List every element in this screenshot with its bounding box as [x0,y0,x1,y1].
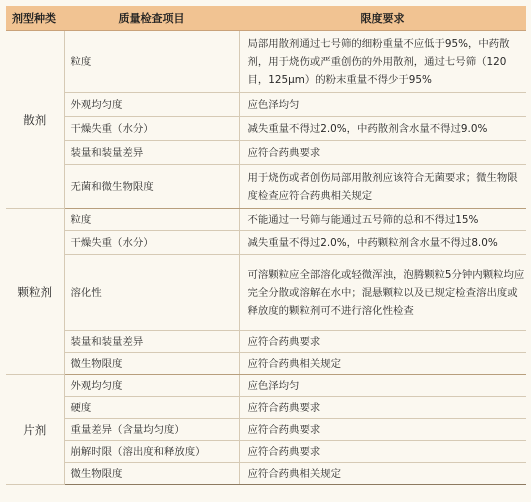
limit-cell: 不能通过一号筛与能通过五号筛的总和不得过15% [239,209,526,231]
item-cell: 干燥失重（水分） [64,117,239,141]
limit-cell: 局部用散剂通过七号筛的细粉重量不应低于95%，中药散剂，用于烧伤或严重创伤的外用散剂，通过七号筛（120目，125μm）的粉末重量不得少于95% [239,31,526,93]
limit-cell: 应符合药典相关规定 [239,353,526,375]
category-cell: 散剂 [6,31,64,209]
limit-cell: 减失重量不得过2.0%，中药颗粒剂含水量不得过8.0% [239,231,526,255]
table-header-row [6,6,526,31]
limit-cell: 应符合药典要求 [239,441,526,463]
header-dosage-form: 剂型种类 [6,6,64,31]
item-cell: 重量差异（含量均匀度） [64,419,239,441]
table-row [6,397,526,419]
category-cell: 颗粒剂 [6,209,64,375]
item-cell: 硬度 [64,397,239,419]
item-cell: 粒度 [64,209,239,231]
item-cell: 外观均匀度 [64,375,239,397]
limit-cell: 可溶颗粒应全部溶化或轻微浑浊，泡腾颗粒5分钟内颗粒均应完全分散或溶解在水中；混悬颗粒以及已规定检查溶出度或释放度的颗粒剂可不进行溶化性检查 [239,255,526,331]
category-cell: 片剂 [6,375,64,485]
item-cell: 装量和装量差异 [64,141,239,165]
table-row [6,375,526,397]
quality-spec-table [6,6,526,485]
limit-cell: 应符合药典要求 [239,397,526,419]
item-cell: 干燥失重（水分） [64,231,239,255]
limit-cell: 减失重量不得过2.0%，中药散剂含水量不得过9.0% [239,117,526,141]
item-cell: 溶化性 [64,255,239,331]
table-row [6,31,526,93]
table-row [6,165,526,209]
limit-cell: 用于烧伤或者创伤局部用散剂应该符合无菌要求；微生物限度检查应符合药典相关规定 [239,165,526,209]
item-cell: 微生物限度 [64,463,239,485]
item-cell: 崩解时限（溶出度和释放度） [64,441,239,463]
table-row [6,463,526,485]
table-row [6,441,526,463]
table-row [6,117,526,141]
header-limit: 限度要求 [239,6,526,31]
header-quality-item: 质量检查项目 [64,6,239,31]
limit-cell: 应符合药典要求 [239,331,526,353]
table-row [6,93,526,117]
table-row [6,141,526,165]
item-cell: 外观均匀度 [64,93,239,117]
item-cell: 粒度 [64,31,239,93]
table-row [6,209,526,231]
item-cell: 装量和装量差异 [64,331,239,353]
table-row [6,255,526,331]
item-cell: 微生物限度 [64,353,239,375]
limit-cell: 应符合药典相关规定 [239,463,526,485]
limit-cell: 应色泽均匀 [239,93,526,117]
table-row [6,231,526,255]
limit-cell: 应色泽均匀 [239,375,526,397]
limit-cell: 应符合药典要求 [239,141,526,165]
limit-cell: 应符合药典要求 [239,419,526,441]
table-row [6,331,526,353]
item-cell: 无菌和微生物限度 [64,165,239,209]
table-row [6,419,526,441]
table-row [6,353,526,375]
